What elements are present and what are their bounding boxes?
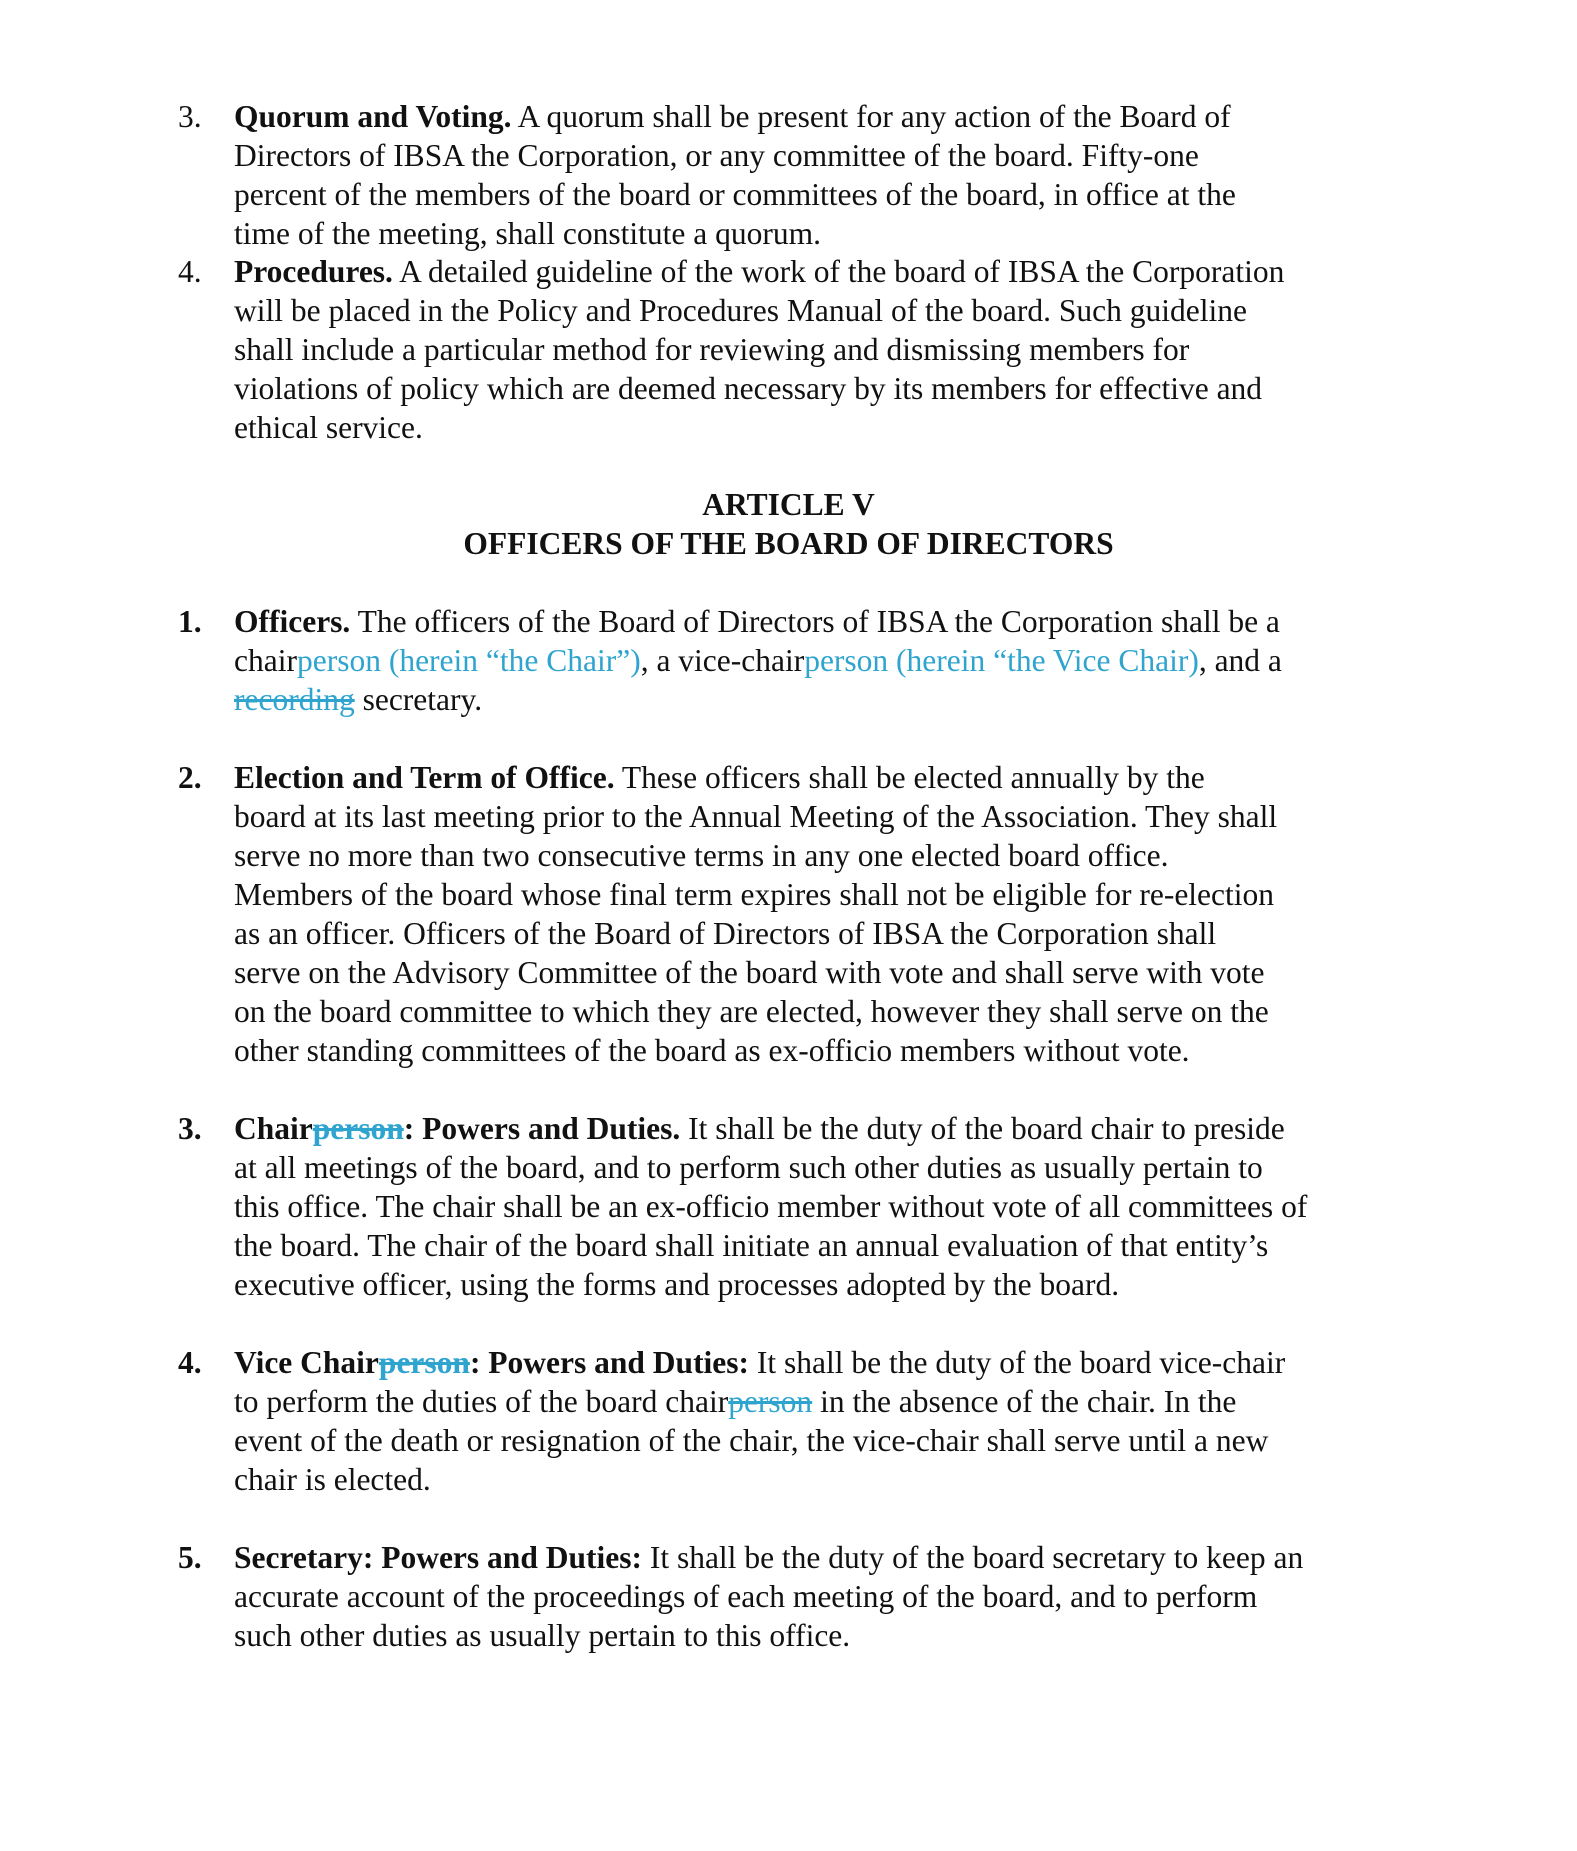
item-body <box>234 1343 1404 1499</box>
item-line <box>234 1343 1404 1382</box>
section-line <box>234 252 1404 291</box>
item-title: Vice Chair <box>234 1345 379 1380</box>
item-text: It shall be the duty of the board vice-chair <box>749 1345 1286 1380</box>
section-line: time of the meeting, shall constitute a quorum. <box>234 216 821 251</box>
item-body <box>234 1109 1404 1304</box>
item-text: in the absence of the chair. In the <box>812 1384 1237 1419</box>
item-line: at all meetings of the board, and to perform such other duties as usually pertain to <box>234 1150 1263 1185</box>
section-number: 3. <box>178 99 202 134</box>
item-text: to perform the duties of the board chair <box>234 1384 729 1419</box>
deleted-text: recording <box>234 682 355 717</box>
section-body <box>234 252 1404 447</box>
item-line: as an officer. Officers of the Board of Directors of IBSA the Corporation shall <box>234 916 1217 951</box>
item-title: : Powers and Duties: <box>469 1345 750 1380</box>
item-number: 5. <box>178 1540 202 1575</box>
item-line: such other duties as usually pertain to this office. <box>234 1618 851 1653</box>
item-line: serve no more than two consecutive terms in any one elected board office. <box>234 838 1169 873</box>
section-line: shall include a particular method for reviewing and dismissing members for <box>234 332 1190 367</box>
item-line: the board. The chair of the board shall initiate an annual evaluation of that entity’s <box>234 1228 1269 1263</box>
item-line: board at its last meeting prior to the Annual Meeting of the Association. They shall <box>234 799 1278 834</box>
section-line: Directors of IBSA the Corporation, or any committee of the board. Fifty-one <box>234 138 1199 173</box>
item-number: 3. <box>178 1111 202 1146</box>
item-line <box>234 1109 1404 1148</box>
section-text: A quorum shall be present for any action of the Board of <box>511 99 1231 134</box>
item-line: event of the death or resignation of the chair, the vice-chair shall serve until a new <box>234 1423 1269 1458</box>
inserted-text: person (herein “the Chair”) <box>296 643 641 678</box>
section-line: will be placed in the Policy and Procedures Manual of the board. Such guideline <box>234 293 1247 328</box>
item-body <box>234 1538 1404 1655</box>
article-title: OFFICERS OF THE BOARD OF DIRECTORS <box>463 526 1114 561</box>
item-line <box>234 641 1404 680</box>
item-title: Officers. <box>234 604 351 639</box>
section-line: violations of policy which are deemed necessary by its members for effective and <box>234 371 1263 406</box>
item-text: , and a <box>1198 643 1282 678</box>
section-line: ethical service. <box>234 410 423 445</box>
item-line: serve on the Advisory Committee of the board with vote and shall serve with vote <box>234 955 1265 990</box>
item-text: chair <box>234 643 297 678</box>
item-line <box>234 1538 1404 1577</box>
inserted-text: person (herein “the Vice Chair) <box>804 643 1199 678</box>
item-line <box>234 680 1404 719</box>
item-title: : Powers and Duties. <box>403 1111 681 1146</box>
section-line <box>234 97 1404 136</box>
item-body <box>234 602 1404 719</box>
item-line: Members of the board whose final term expires shall not be eligible for re-election <box>234 877 1275 912</box>
item-body <box>234 758 1404 1070</box>
deleted-text: person <box>728 1384 813 1419</box>
item-number: 4. <box>178 1345 202 1380</box>
item-text: The officers of the Board of Directors of IBSA the Corporation shall be a <box>350 604 1280 639</box>
section-body <box>234 97 1404 253</box>
deleted-text: person <box>312 1111 404 1146</box>
item-text: These officers shall be elected annually by the <box>614 760 1205 795</box>
article-number: ARTICLE V <box>702 487 875 522</box>
article-heading <box>0 485 1577 563</box>
item-line: other standing committees of the board as ex-officio members without vote. <box>234 1033 1190 1068</box>
item-line: on the board committee to which they are elected, however they shall serve on the <box>234 994 1269 1029</box>
item-line <box>234 758 1404 797</box>
item-text: secretary. <box>354 682 483 717</box>
item-title: Chair <box>234 1111 313 1146</box>
item-line: this office. The chair shall be an ex-officio member without vote of all committees of <box>234 1189 1308 1224</box>
item-title: Secretary: Powers and Duties: <box>234 1540 642 1575</box>
item-line: accurate account of the proceedings of each meeting of the board, and to perform <box>234 1579 1258 1614</box>
item-number: 1. <box>178 604 202 639</box>
item-number: 2. <box>178 760 202 795</box>
deleted-text: person <box>378 1345 470 1380</box>
item-text: It shall be the duty of the board chair to preside <box>680 1111 1285 1146</box>
section-text: A detailed guideline of the work of the board of IBSA the Corporation <box>392 254 1285 289</box>
section-title: Quorum and Voting. <box>234 99 512 134</box>
section-number: 4. <box>178 254 202 289</box>
item-text: , a vice-chair <box>640 643 805 678</box>
item-line <box>234 602 1404 641</box>
item-line: chair is elected. <box>234 1462 431 1497</box>
item-title: Election and Term of Office. <box>234 760 615 795</box>
section-line: percent of the members of the board or committees of the board, in office at the <box>234 177 1236 212</box>
item-text: It shall be the duty of the board secretary to keep an <box>641 1540 1304 1575</box>
item-line: executive officer, using the forms and processes adopted by the board. <box>234 1267 1120 1302</box>
item-line <box>234 1382 1404 1421</box>
section-title: Procedures. <box>234 254 393 289</box>
